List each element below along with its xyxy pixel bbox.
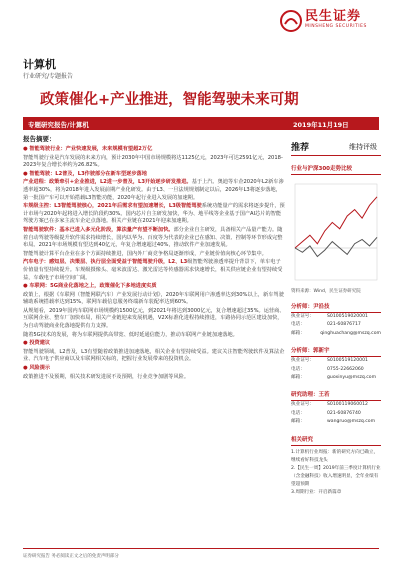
body-paragraph [23, 374, 285, 382]
analyst-info [291, 313, 381, 338]
chart-series-line-2 [295, 237, 377, 256]
bullet-icon: ● [23, 365, 30, 372]
analyst-field-label: 邮箱： [291, 330, 305, 336]
body-paragraph [23, 179, 285, 202]
analyst-field-value: 021-60876740 [327, 410, 361, 416]
analyst3-heading: 研究助理：王若 [291, 387, 381, 401]
body-paragraph [23, 332, 285, 340]
analyst-field-label: 执业证号： [291, 314, 314, 319]
body-paragraph [23, 340, 285, 348]
related-research [291, 449, 381, 497]
body-paragraph [23, 146, 285, 154]
footer-disclaimer: 证券研究报告 务必阅读正文之后的免责声明部分 [23, 548, 379, 559]
chart-series-line-1 [295, 197, 377, 248]
rating-row [291, 140, 381, 156]
analyst-field-value: qinghuachang@mszq.com [320, 330, 381, 336]
analyst-field-label: 执业证号： [291, 358, 314, 364]
analyst2-info [291, 357, 381, 382]
chart-heading: 行业与沪深300走势比较 [291, 161, 381, 175]
report-type: 行业研究/专题报告 [23, 73, 74, 80]
body-paragraph [23, 155, 285, 170]
paragraph-text: 随着5G技术的发展，将为车联网提供高带宽、低时延通信能力，推动车联网产业链加速落地。 [23, 331, 238, 338]
analyst-field-label: 邮箱： [291, 419, 305, 425]
analyst-field-value: guoxinyu@mszq.com [327, 375, 377, 381]
analyst-row [291, 330, 381, 338]
analyst-field-value: 021-60876717 [327, 322, 361, 328]
analyst2-heading: 分析师：郭新宇 [291, 343, 381, 357]
analyst-heading: 分析师：尹沿技 [291, 299, 381, 313]
summary-heading: 报告摘要： [23, 135, 56, 143]
body-paragraph [23, 227, 285, 250]
analyst-row [291, 401, 381, 409]
analyst-field-value: 0755-22662060 [327, 366, 364, 372]
paragraph-text: 从规划看，2019年国内车联网市场规模约1500亿元，到2021年将达到3000亿元，复合增速超过35%。运营商、互联网企业、整车厂加快布局，相关产业链迎来发展机遇，V2X标准化进程持续推进，车路协同示范区建设加快，为自动驾驶商业化落地提供有力支撑。 [23, 307, 285, 330]
report-info-bar [23, 117, 379, 130]
related-item[interactable]: 2.【民生一周】2019年前三季度计算机行业（含金融科技）收入增速明显，全年业绩有望超预期 [291, 465, 381, 487]
trend-chart-svg [291, 178, 381, 286]
trend-chart [291, 178, 381, 286]
paragraph-text: 智能驾驶计算平台企业在多个方面持续推进，国内外厂商竞争格局逐渐形成，产业链价值向核心环节集中。 [23, 250, 267, 257]
bullet-icon: ● [23, 146, 30, 152]
analyst-row [291, 313, 381, 321]
analyst-field-value: S0100519120001 [327, 358, 368, 364]
report-category: 专题研究报告/计算机 [28, 121, 89, 129]
bullet-icon: ● [23, 283, 30, 290]
related-heading: 相关研究 [291, 432, 381, 446]
related-item[interactable]: 3.周期行业：开启新篇章 [291, 489, 342, 495]
analyst-field-value: wangruo@mszq.com [327, 419, 376, 425]
bullet-icon: ● [23, 340, 30, 347]
paragraph-text: 政策上，根据《车联网（智能网联汽车）产业发展行动计划》，2020年车联网用户渗透率达到30%以上，新车驾驶辅助系统搭载率达到15%，联网车载信息服务终端新车装配率达到60%。 [23, 291, 284, 306]
paragraph-text: 智能驾驶领域，L2普及，L3有望随着政策推进加速落地，相关企业有望持续受益。建议关注智能驾驶软件及算法企业、汽车电子供应商以及车联网相关标的，把握行业发展带来的投资机会。 [23, 348, 285, 363]
paragraph-text: 基于上汽、奥迪等车企2020年L2新车渗透率超30%，将为2018年进入发展前期产业化研发。由于L3、一旦法规规划制定以后，2026年L3将逐步落地，第一批国产车可以开始搭载L3智能功能，2020年起行业进入发展的加速期。 [23, 179, 284, 201]
logo-mark-icon [280, 10, 302, 32]
body-paragraph [23, 308, 285, 331]
paragraph-lead: 汽车电子：感知层、决策层、执行层全面受益于智能驾驶升级，L2、L3 [23, 259, 188, 266]
paragraph-lead: 车联网：5G商业化落地之上，政策催化下多地进度实质 [29, 283, 157, 290]
related-item[interactable]: 1.计算机行业周报：新的研究方向已确立，继续看好科技龙头 [291, 449, 379, 463]
paragraph-text: 系统功能量产的需求将逐步提升，预计市场与2020年起将进入增长阶段约30%。国内芯片自主研发加快，华为、地平线等企业基于国产AI芯片的智能驾驶方案已在多家主流车企定点落地。相关产业链在2021年迎来加速期。 [23, 203, 285, 225]
body-paragraph [23, 292, 285, 307]
brand-name: 民生证券 [305, 9, 362, 24]
analyst-field-label: 电话： [291, 366, 305, 372]
analyst-field-label: 邮箱： [291, 375, 305, 381]
report-date: 2019年11月19日 [293, 121, 349, 129]
paragraph-lead: 智能驾驶行业：产业快速发展，未来规模有望超2万亿 [29, 146, 153, 152]
chart-frame [295, 184, 377, 280]
paragraph-lead: 产业进程：政策牵引+企业推进，L2进一步普及，L3开始逐步研发推进。 [23, 179, 192, 186]
paragraph-text: 智能驾驶行业是汽车发展的未来方向，预计2030年中国市场规模将达1125亿元，2023年可达2591亿元，2018-2023年复合增长率约为26.82%。 [23, 154, 283, 169]
paragraph-lead: 智能驾驶：L2普及，L3作驶部分在新车型逐步落地 [29, 170, 147, 177]
body-paragraph [23, 251, 285, 259]
report-title: 政策催化+产业推进，智能驾驶未来可期 [40, 92, 299, 108]
rating-value: 维持评级 [349, 142, 377, 151]
analyst-field-label: 电话： [291, 322, 305, 328]
brand-name-en: MINSHENG SECURITIES [305, 24, 367, 29]
analyst-field-value: S0100519020001 [327, 314, 368, 319]
body-paragraph [23, 203, 285, 226]
analyst3-info [291, 401, 381, 426]
paragraph-text: 级智能驾驶渗透率提升背景下，单车电子价值量有望持续提升。车规级摄像头、毫米波雷达、激光雷达等传感器需求快速增长，相关供应链企业有望持续受益，车载电子市场空间广阔。 [23, 259, 283, 281]
rating-label: 推荐 [291, 143, 310, 153]
paragraph-text: 部分企业自主研发，具备相关产品量产能力。随着自动驾驶等级提升软件需求持续增长，国内以华为、百度等为代表的企业已在感知、决策、控制等环节形成完整布局。2021年市场规模有望达到40亿元，年复合增速超过40%，推动软件产业加速发展。 [23, 226, 283, 249]
analyst-field-label: 电话： [291, 410, 305, 416]
body-paragraph [23, 283, 285, 291]
analyst-field-label: 执业证号： [291, 402, 314, 408]
sidebar [291, 140, 381, 497]
analyst-row [291, 410, 381, 418]
paragraph-lead: 投资建议 [29, 340, 51, 347]
chart-source: 资料来源：Wind，民生证券研究院 [291, 289, 361, 294]
sector-label: 计算机 [23, 58, 56, 71]
analyst-field-value: S0100119060012 [327, 402, 368, 408]
paragraph-lead: 风险提示 [29, 365, 51, 372]
paragraph-lead: 智能驾驶软件：基本已进入多元化阶段，算法量产有望不断加快。 [23, 226, 174, 233]
body-paragraph [23, 349, 285, 364]
analyst-row [291, 418, 381, 426]
brand-logo [280, 10, 367, 32]
report-body [23, 146, 285, 382]
analyst-row [291, 374, 381, 382]
paragraph-text: 政策推进不及预期，相关技术研发进展不及预期，行业竞争加剧等风险。 [23, 373, 190, 380]
analyst-row [291, 357, 381, 365]
body-paragraph [23, 171, 285, 179]
bullet-icon: ● [23, 170, 30, 177]
analyst-row [291, 366, 381, 374]
analyst-row [291, 321, 381, 329]
paragraph-lead: 车规级主控：L3智能驾驶核心，2021年后需求有望加速增长，L3级智能驾驶 [23, 203, 202, 210]
body-paragraph [23, 259, 285, 282]
body-paragraph [23, 365, 285, 373]
